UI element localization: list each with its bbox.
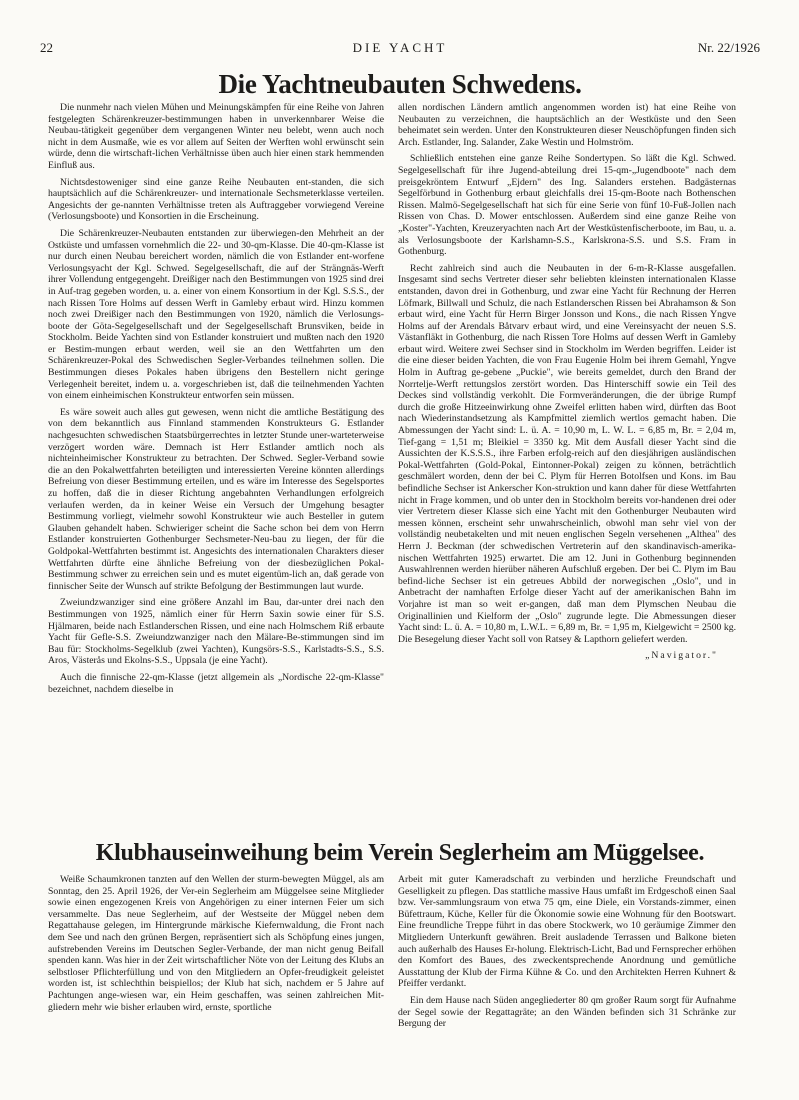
paragraph: Schließlich entstehen eine ganze Reihe Sondertypen. So läßt die Kgl. Schwed. Segelgesellschaft für ihre Jugend-abteilung drei 15-qm-„Jugendboote" nach dem preisgekröntem Entwurf „Ejdern" des Ing. Salanders erstehen. Badgästernas Segelförbund in Gothenburg erbaut gleichfalls drei 15-qm-Boote nach Bothenschen Rissen. Malmö-Segelgesellschaft hat sich für eine Serie von fünf 10-Fuß-Jollen nach Rissen von Chas. D. Mower entschlossen. Außerdem sind eine ganze Reihe von „Koster"-Yachten, Kreuzeryachten nach Art der Westküstenfischerboote, im Bau, u. a. als Verlosungsboote der Karlshamn-S.S., Karlskrona-S.S. und S.S. Fram in Gothenburg. <box>398 153 736 258</box>
article-title-2: Klubhauseinweihung beim Verein Seglerheim am Müggelsee. <box>95 840 705 866</box>
paragraph: allen nordischen Ländern amtlich angenommen worden ist) hat eine Reihe von Neubauten zu verzeichnen, die hauptsächlich an der Westküste und den Seen beheimatet sein werden. Unter den Konstrukteuren dieser Neuschöpfungen finden sich Arch. Estlander, Ing. Salander, Zake Westin und Holmström. <box>398 102 736 148</box>
article-2-column-right <box>398 874 736 1086</box>
paragraph: Die Schärenkreuzer-Neubauten entstanden zur überwiegen-den Mehrheit an der Ostküste und umfassen vornehmlich die 22- und 30-qm-Klasse. Die 40-qm-Klasse ist nur durch einen Neubau bereichert worden, nämlich die von Estlander ent-worfene Verlosungsyacht der Kgl. Schwed. Segelgesellschaft, die auf der Strängnäs-Werft ihrer Vollendung entgegengeht. Dreißiger nach den Bestimmungen von 1925 sind drei in Auf-trag gegeben worden, u. a. einer von einem Konsortium in der Kgl. S.S.S., der nach Rissen Tore Holms auf dessen Werft in Gamleby erbaut wird. Hinzu kommen noch zwei Dreißiger nach den Bestimmungen von 1920, nämlich die Verlosungs-boote der Göta-Segelgesellschaft und der Segelgesellschaft Brunsviken, beide in Stockholm. Beide Yachten sind von Estlander konstruiert und mußten nach den 1920 er Bestim-mungen erbaut werden, weil sie an den Wettfahrten um den Schärenkreuzer-Pokal des Schwedischen Segler-Verbandes teilnehmen sollen. Die Bestimmungen dieses Pokales haben übrigens den Bestellern nicht geringe Verlegenheit bereitet, indem u. a. vorgeschrieben ist, daß die teilnehmenden Yachten von einem einheimischen Konstrukteur entworfen sein müssen. <box>48 227 384 402</box>
paragraph: Ein dem Hause nach Süden angegliederter 80 qm großer Raum sorgt für Aufnahme der Segel sowie der Regattagräte; an den Wänden befinden sich 31 Schränke zur Bergung der <box>398 994 736 1030</box>
paragraph: Zweiundzwanziger sind eine größere Anzahl im Bau, dar-unter drei nach den Bestimmungen von 1925, nämlich einer für Herrn Saxin sowie einer für S.S. Hjälmaren, beide nach Estlanderschen Rissen, und eine nach Holmschem Riß erbaute Yacht für Gefle-S.S. Zweiundzwanziger nach den Mälare-Be-stimmungen sind im Bau für: Stockholms-Segelklub (zwei Yachten), Kungsörs-S.S., Karlstadts-S.S., S.S. Aros, Västerås und Ekolns-S.S., Uppsala (je eine Yacht). <box>48 597 384 667</box>
paragraph: Die nunmehr nach vielen Mühen und Meinungskämpfen für eine Reihe von Jahren festgelegten Schärenkreuzer-bestimmungen haben in unverkennbarer Weise die Neubau-tätigkeit gegenüber dem vergangenen Winter neu belebt, wenn auch noch nicht in dem Ausmaße, wie es vor allem auf Seiten der Werften wohl erwünscht sein würde, denn die wirtschaft-lichen Verhältnisse üben auch hier einen stark hemmenden Einfluß aus. <box>48 102 384 171</box>
running-header <box>40 40 760 56</box>
page-number: 22 <box>40 40 53 55</box>
issue-number: Nr. 22/1926 <box>697 40 760 55</box>
article-title: Die Yachtneubauten Schwedens. <box>218 69 582 99</box>
author-signature: „Navigator." <box>645 650 718 662</box>
masthead: DIE YACHT <box>352 40 448 55</box>
paragraph: Weiße Schaumkronen tanzten auf den Wellen der sturm-bewegten Müggel, als am Sonntag, den 25. April 1926, der Ver-ein Seglerheim am Müggelsee seine Mitglieder sowie einen engezogenen Kreis von Angehörigen zu einer internen Feier um sich versammelte. Das neue Seglerheim, auf der Westseite der Müggel neben dem Regattahause gelegen, im Hintergrunde märkische Kiefernwaldung, die Front nach dem See und nach den grünen Bergen, repräsentiert sich als Schöpfung eines jungen, aufstrebenden Vereins im Deutschen Segler-Verbande, der man nicht genug Beifall spenden kann. Was hier in der Zeit wirtschaftlicher Nöte von der Leitung des Klubs an selbstloser Pflichterfüllung und von den Mitgliedern an Opfer-freudigkeit geleistet worden ist, ist schlechthin beispiellos; der Klub hat sich, nachdem er 5 Jahre auf Pachtungen ange-wiesen war, ein Heim geschaffen, was seinen zahlreichen Mit-gliedern mehr wie bisher erlauben wird, ernste, sportliche <box>48 874 384 1013</box>
article-2-column-left <box>48 874 384 1086</box>
paragraph: Recht zahlreich sind auch die Neubauten in der 6-m-R-Klasse ausgefallen. Insgesamt sind sechs Vertreter dieser sehr beliebten kleinsten internationalen Klasse entstanden, davon drei in Gothenburg, und zwar eine Yacht für Rechnung der Herren Löfmark, Billwall und Schulz, die nach Estlanderschen Rissen bei Abrahamson & Son erbaut wird, eine Yacht für Herrn Birger Jonsson und Kons., die nach Rissen Yngve Holms auf der Arendals Båtvarv erbaut wird, und eine Vereinsyacht der neuen S.S. Västanfläkt in Gothenburg, die nach Rissen Tore Holms auf dessen Werft in Gamleby erbaut wird. Weitere zwei Sechser sind in Stockholm im Werden begriffen. Leider ist die eine dieser beiden Yachten, die von Frau Eugenie Holm bei ihrem Gemahl, Yngve Holm in Auftrag ge-gebene „Puckie", wie bereits gemeldet, durch den Brand der Norrtelje-Werft rettungslos zerstört worden. Das Hinterschiff sowie ein Teil des Deckes sind vollständig verkohlt. Die Formveränderungen, die der übrige Rumpf durch die große Hitzeeinwirkung ohne Zweifel erlitten haben wird, dürften das Boot nach Wiederinstandsetzung als Kampfmittel ziemlich wertlos gemacht haben. Die Abmessungen der Yacht sind: L. ü. A. = 10,90 m, L. W. L. = 6,85 m, Br. = 2,04 m, Tief-gang = 1,51 m; Bleikiel = 3350 kg. Mit dem Ausfall dieser Yacht sind die Aussichten der K.S.S.S., ihre Farben erfolg-reich auf den diesjährigen ausländischen Pokal-Wettfahrten (Gold-Pokal, Eintonner-Pokal) zeigen zu können, beträchtlich geschmälert worden, denn der bei C. Plym für Herren Botolfsen und Kons. im Bau befindliche Sechser ist Ankerscher Kon-struktion und kann daher für diese Wettfahrten nicht in Frage kommen, und ob unter den in Stockholm bereits vor-handenen drei oder vier Vertretern dieser Klasse sich eine Yacht mit den Gothenburger Neubauten wird messen können, erscheint sehr unwahrscheinlich, obwohl man sehr viel von der vollständig neubetakelten und mit neuen englischen Segeln versehenen „Althea" des Herrn J. Beckman (der schwedischen Vertreterin auf den skandinavisch-amerika-nischen Wettfahrten 1925) erwartet. Die am 12. Juni in Gothenburg beginnenden Auswahlrennen werden hierüber näheren Aufschluß ergeben. Der bei C. Plym im Bau befind-liche Sechser ist ein getreues Abbild der norwegischen „Oslo", und in Anbetracht der namhaften Erfolge dieser Yacht auf der amerikanischen Bahn im Vorjahre ist man so weit er-gangen, daß man dem Plymschen Neubau die Originallinien und Kielform der „Oslo" zugrunde legte. Die Abmessungen dieser Yacht sind: L. ü. A. = 10,80 m, L.W.L. = 6,89 m, Br. = 1,95 m, Kielgewicht = 2500 kg. Die Besegelung dieser Yacht soll von Ratsey & Lapthorn geliefert werden. <box>398 262 736 645</box>
paragraph: Es wäre soweit auch alles gut gewesen, wenn nicht die amtliche Bestätigung des von dem bekanntlich aus Finnland stammenden Konstrukteurs G. Estlander nachgesuchten schwedischen Staatsbürgerrechtes in letzter Stunde uner-warteterweise verzögert worden wäre. Demnach ist Herr Estlander amtlich noch als nichteinheimischer Konstrukteur zu betrachten. Der Schwed. Segler-Verband sowie die an den Pokalwettfahrten beteiligten und interessierten Vereine könnten allerdings Befreiung von dieser Bestimmung erteilen, und es wäre im Interesse des Segelsportes zu hoffen, daß die in dieser Richtung angebahnten Verhandlungen erfolgreich verlaufen werden, da in keiner Weise ein Versuch der Umgehung besagter Bestimmung vorliegt, vielmehr sowohl Konstrukteur wie auch Besteller in gutem Glauben gehandelt haben. Schwieriger scheint die Sache schon bei dem von Herrn Estlander konstruierten Gothenburger Sechsmeter-Neu-bau zu liegen, der für die Goldpokal-Wettfahrten bestimmt ist. Angesichts des internationalen Charakters dieser Wettfahrten dürfte eine ähnliche Befreiung von der diesbezüglichen Pokal-Bestimmung schwer zu erreichen sein und es mutet eigentüm-lich an, daß gerade von finnischer Seite der Wunsch auf strikte Befolgung der Bestimmungen laut wurde. <box>48 406 384 592</box>
paragraph: Auch die finnische 22-qm-Klasse (jetzt allgemein als „Nordische 22-qm-Klasse" bezeichnet, nachdem dieselbe in <box>48 671 384 695</box>
article-column-right <box>398 102 736 820</box>
paragraph: Nichtsdestoweniger sind eine ganze Reihe Neubauten ent-standen, die sich hauptsächlich auf die Schärenkreuzer- und internationale Sechsmeterklasse verteilen. Angesichts der ge-nannten Verhältnisse treten als Auftraggeber vorwiegend Vereine (Verlosungsboote) und Konsortien in die Erscheinung. <box>48 176 384 223</box>
article-column-left <box>48 102 384 820</box>
paragraph: Arbeit mit guter Kameradschaft zu verbinden und herzliche Freundschaft und Geselligkeit zu pflegen. Das stattliche massive Haus umfaßt im Erdgeschoß einen Saal bzw. Ver-sammlungsraum von etwa 75 qm, eine Diele, ein Vorstands-zimmer, einen Büfettraum, Küche, Keller für die Ökonomie sowie eine Wohnung für den Bootswart. Eine freundliche Treppe führt in das obere Stockwerk, wo 10 geräumige Zimmer den Mitgliedern Unterkunft gewähren. Breit ausladende Terrassen und Balkone bieten auch außerhalb des Hauses Er-holung. Elektrisch-Licht, Bad und Fernsprecher erhöhen den Komfort des Baues, des zweckentsprechende Anordnung und gemütliche Ausstattung der Klub der Firma Kühne & Co. und den Architekten Herren Kuhnert & Pfeiffer verdankt. <box>398 874 736 990</box>
